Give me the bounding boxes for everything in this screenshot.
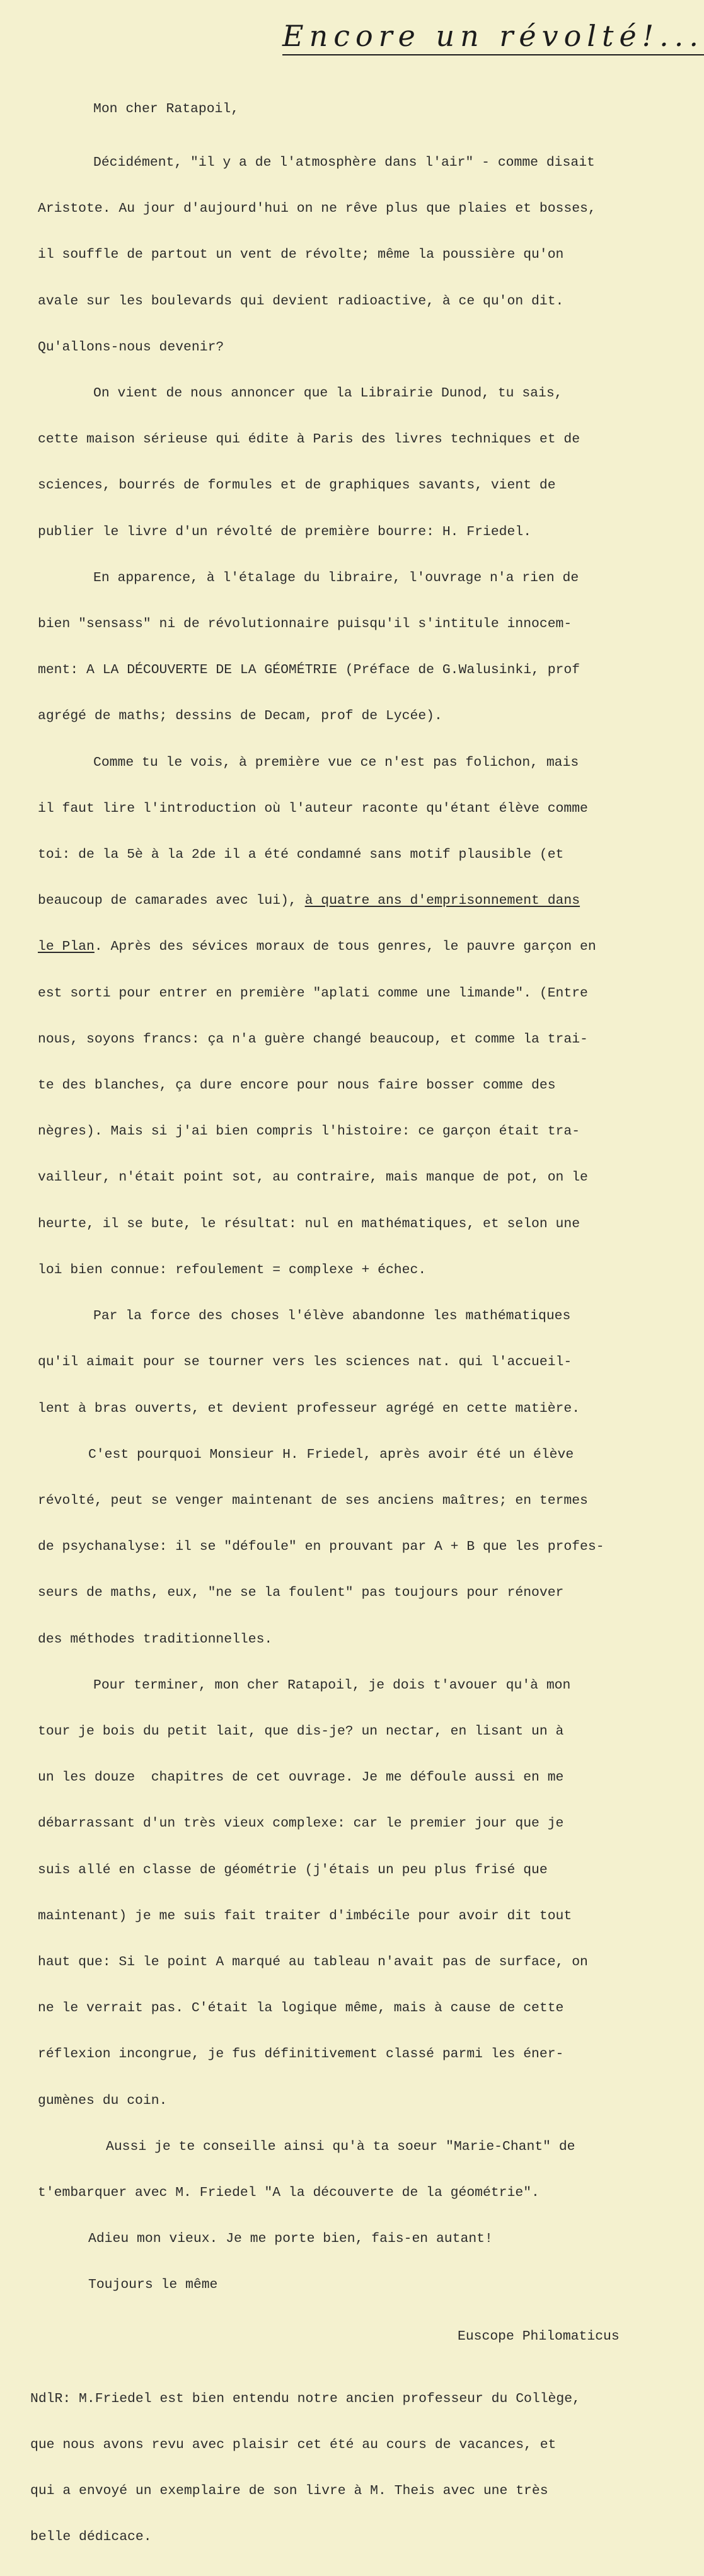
paragraph-line: tour je bois du petit lait, que dis-je? un nectar, en lisant un à [38,1723,564,1739]
paragraph-line: débarrassant d'un très vieux complexe: car le premier jour que je [38,1816,564,1832]
paragraph-line: maintenant) je me suis fait traiter d'imbécile pour avoir dit tout [38,1908,572,1924]
paragraph-line: suis allé en classe de géométrie (j'étais un peu plus frisé que [38,1862,548,1878]
line-text: . Après des sévices moraux de tous genres, le pauvre garçon en [94,939,596,955]
paragraph-line [38,893,674,908]
paragraph-line: On vient de nous annoncer que la Librairie Dunod, tu sais, [93,386,563,401]
paragraph-line: Décidément, "il y a de l'atmosphère dans l'air" - comme disait [93,155,595,171]
editor-note-line: NdlR: M.Friedel est bien entendu notre ancien professeur du Collège, [30,2391,580,2406]
paragraph-line: révolté, peut se venger maintenant de ses anciens maîtres; en termes [38,1493,588,1508]
paragraph-line: un les douze chapitres de cet ouvrage. Je me défoule aussi en me [38,1770,564,1786]
underlined-text: à quatre ans d'emprisonnement dans [304,893,580,909]
paragraph-line: avale sur les boulevards qui devient radioactive, à ce qu'on dit. [38,293,564,309]
paragraph-line: des méthodes traditionnelles. [38,1631,273,1647]
paragraph-line: te des blanches, ça dure encore pour nous faire bosser comme des [38,1078,556,1094]
paragraph-line: t'embarquer avec M. Friedel "A la découverte de la géométrie". [38,2185,540,2200]
paragraph-line: de psychanalyse: il se "défoule" en prouvant par A + B que les profes- [38,1539,604,1555]
paragraph-line [38,939,674,954]
paragraph-line: ne le verrait pas. C'était la logique même, mais à cause de cette [38,2001,564,2016]
paragraph-line: nègres). Mais si j'ai bien compris l'histoire: ce garçon était tra- [38,1124,580,1140]
line-text: beaucoup de camarades avec lui), [38,893,305,909]
editor-note-line: belle dédicace. [30,2529,152,2545]
paragraph-line: Aristote. Au jour d'aujourd'hui on ne rêve plus que plaies et bosses, [38,201,596,217]
paragraph-line: gumènes du coin. [38,2093,168,2108]
paragraph-line: Par la force des choses l'élève abandonne les mathématiques [93,1308,571,1324]
signature: Euscope Philomaticus [458,2328,620,2344]
paragraph-line: vailleur, n'était point sot, au contraire, mais manque de pot, on le [38,1170,588,1186]
paragraph-line: Adieu mon vieux. Je me porte bien, fais-en autant! [88,2231,493,2247]
paragraph-line: bien "sensass" ni de révolutionnaire puisqu'il s'intitule innocem- [38,616,572,632]
paragraph-line: agrégé de maths; dessins de Decam, prof de Lycée). [38,708,442,724]
paragraph-line: est sorti pour entrer en première "aplati comme une limande". (Entre [38,985,588,1001]
paragraph-line: C'est pourquoi Monsieur H. Friedel, après avoir été un élève [88,1447,574,1462]
paragraph-line: loi bien connue: refoulement = complexe + échec. [38,1262,427,1278]
paragraph-line: Aussi je te conseille ainsi qu'à ta soeur "Marie-Chant" de [106,2139,575,2154]
underlined-text: le Plan [38,939,95,955]
paragraph-line: Toujours le même [88,2277,218,2293]
paragraph-line: qu'il aimait pour se tourner vers les sciences nat. qui l'accueil- [38,1354,572,1370]
paragraph-line: Comme tu le vois, à première vue ce n'est pas folichon, mais [93,754,579,770]
paragraph-line: toi: de la 5è à la 2de il a été condamné sans motif plausible (et [38,847,564,863]
paragraph-line: heurte, il se bute, le résultat: nul en mathématiques, et selon une [38,1216,580,1232]
handwritten-title: Encore un révolté!... [282,19,704,55]
paragraph-line: Qu'allons-nous devenir? [38,339,224,355]
letter-body [30,71,674,2576]
paragraph-line: sciences, bourrés de formules et de graphiques savants, vient de [38,478,556,494]
paragraph-line: seurs de maths, eux, "ne se la foulent" pas toujours pour rénover [38,1585,564,1601]
paragraph-line: réflexion incongrue, je fus définitivement classé parmi les éner- [38,2047,564,2062]
editor-note-line: qui a envoyé un exemplaire de son livre à M. Theis avec une très [30,2483,548,2499]
editor-note-line: que nous avons revu avec plaisir cet été au cours de vacances, et [30,2437,557,2452]
paragraph-line: publier le livre d'un révolté de première bourre: H. Friedel. [38,524,532,540]
paragraph-line: il souffle de partout un vent de révolte; même la poussière qu'on [38,247,564,263]
paragraph-line: cette maison sérieuse qui édite à Paris des livres techniques et de [38,432,580,448]
paragraph-line: haut que: Si le point A marqué au tableau n'avait pas de surface, on [38,1954,588,1970]
paragraph-line: lent à bras ouverts, et devient professeur agrégé en cette matière. [38,1401,580,1416]
paragraph-line: Pour terminer, mon cher Ratapoil, je dois t'avouer qu'à mon [93,1677,571,1693]
paragraph-line: En apparence, à l'étalage du libraire, l'ouvrage n'a rien de [93,570,579,586]
paragraph-line: ment: A LA DÉCOUVERTE DE LA GÉOMÉTRIE (Préface de G.Walusinki, prof [38,662,580,678]
paragraph-line: nous, soyons francs: ça n'a guère changé beaucoup, et comme la trai- [38,1031,588,1047]
greeting: Mon cher Ratapoil, [93,101,239,117]
paragraph-line: il faut lire l'introduction où l'auteur raconte qu'étant élève comme [38,800,588,816]
